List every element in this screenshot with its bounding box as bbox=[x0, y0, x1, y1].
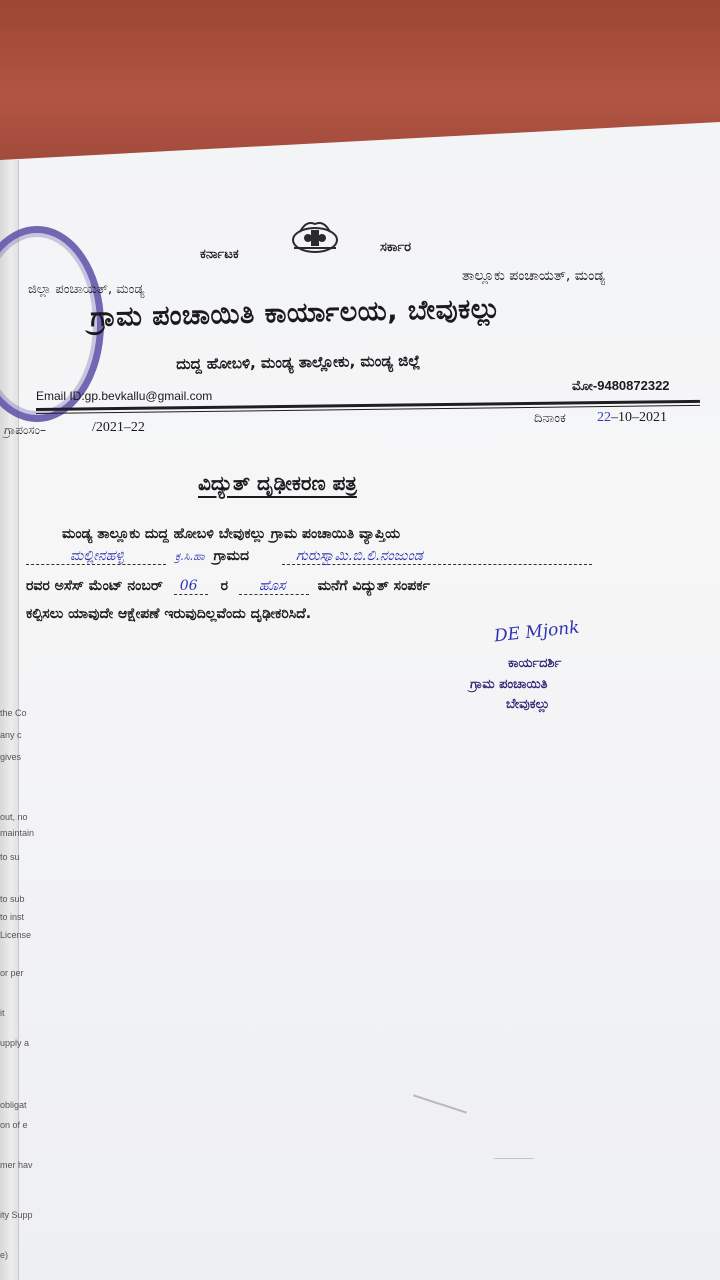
date-label: ದಿನಾಂಕ bbox=[534, 411, 566, 426]
office-title: ಗ್ರಾಮ ಪಂಚಾಯಿತಿ ಕಾರ್ಯಾಲಯ, ಬೇವುಕಲ್ಲು bbox=[90, 293, 501, 333]
underlying-fragment: gives bbox=[0, 752, 22, 762]
reference-year: /2021–22 bbox=[92, 420, 145, 435]
person-handwritten: ಗುರುಸ್ವಾಮಿ.ಬಿ.ಲಿ.ನಂಜುಂಡ bbox=[295, 548, 423, 564]
signatory-title: ಕಾರ್ಯದರ್ಶಿ bbox=[508, 656, 562, 671]
underlying-fragment: to su bbox=[0, 852, 20, 862]
date-value bbox=[597, 410, 667, 426]
certificate-line-2 bbox=[26, 548, 592, 565]
underlying-fragment: any c bbox=[0, 730, 22, 740]
assessment-label: ರವರ ಅಸೆಸ್ ಮೆಂಟ್ ನಂಬರ್ bbox=[26, 578, 163, 594]
zilla-panchayat-label: ಜಿಲ್ಲಾ ಪಂಚಾಯತ್, ಮಂಡ್ಯ bbox=[28, 282, 145, 297]
underlying-fragment: on of e bbox=[0, 1120, 28, 1130]
state-emblem-icon bbox=[288, 218, 342, 256]
certificate-line-4: ಕಲ್ಪಿಸಲು ಯಾವುದೇ ಆಕ್ಷೇಪಣೆ ಇರುವುದಿಲ್ಲವೆಂದು ದೃಢೀಕರಿಸಿದೆ. bbox=[26, 606, 312, 622]
underlying-fragment: maintain bbox=[0, 828, 35, 838]
underlying-fragment: it bbox=[0, 1008, 5, 1018]
paper-mark bbox=[494, 1158, 534, 1159]
letterhead-sarkara: ಸರ್ಕಾರ bbox=[380, 240, 411, 255]
assessment-number-handwritten: 06 bbox=[179, 578, 198, 594]
certificate-line-3 bbox=[26, 578, 430, 595]
assessment-blank bbox=[174, 578, 208, 595]
underlying-fragment: to sub bbox=[0, 894, 25, 904]
underlying-fragment: ity Supp bbox=[0, 1210, 33, 1220]
underlying-fragment: upply a bbox=[0, 1038, 30, 1048]
underlying-fragment: mer hav bbox=[0, 1160, 33, 1170]
underlying-fragment: the Co bbox=[0, 708, 27, 718]
certificate-line-1: ಮಂಡ್ಯ ತಾಲ್ಲೂಕು ದುದ್ದ ಹೋಬಳಿ ಬೇವುಕಲ್ಲು ಗ್ರಾಮ ಪಂಚಾಯಿತಿ ವ್ಯಾಪ್ತಿಯ bbox=[62, 526, 401, 542]
underlying-fragment: or per bbox=[0, 968, 24, 978]
underlying-fragment: out, no bbox=[0, 812, 28, 822]
underlying-page-text bbox=[0, 590, 35, 1280]
underlying-fragment: License bbox=[0, 930, 32, 940]
address-line: ದುದ್ದ ಹೋಬಳಿ, ಮಂಡ್ಯ ತಾಲ್ಲೋಕು, ಮಂಡ್ಯ ಜಿಲ್ಲೆ bbox=[176, 351, 421, 373]
village-blank bbox=[26, 548, 166, 565]
house-blank bbox=[239, 578, 309, 595]
mobile-number: ಮೋ-9480872322 bbox=[572, 378, 670, 393]
underlying-fragment: e) bbox=[0, 1250, 9, 1260]
signature-handwritten: DE Mjonk bbox=[493, 617, 581, 647]
person-blank bbox=[282, 548, 592, 565]
certificate-title: ವಿದ್ಯುತ್ ದೃಢೀಕರಣ ಪತ್ರ bbox=[198, 471, 357, 495]
village-handwritten: ಮಲ್ಲೀನಹಳ್ಳಿ bbox=[70, 548, 124, 564]
connection-text: ಮನೆಗೆ ವಿದ್ಯುತ್ ಸಂಪರ್ಕ bbox=[317, 578, 430, 594]
ra-word: ರ bbox=[220, 578, 228, 594]
underlying-fragment: to inst bbox=[0, 912, 25, 922]
signatory-office: ಗ್ರಾಮ ಪಂಚಾಯಿತಿ bbox=[470, 677, 548, 692]
reference-number-label: ಗ್ರಾಪಂಸಂ– bbox=[4, 423, 46, 437]
email-address: Email ID:gp.bevkallu@gmail.com bbox=[36, 389, 213, 403]
letterhead-karnataka: ಕರ್ನಾಟಕ bbox=[200, 247, 239, 262]
village-suffix-handwritten: ಕ್ರ.ಸಿ.ಹಾ bbox=[174, 550, 205, 563]
underlying-fragment: obligat bbox=[0, 1100, 27, 1110]
house-handwritten: ಹೊಸ bbox=[258, 578, 286, 594]
signatory-place: ಬೇವುಕಲ್ಲು bbox=[506, 697, 550, 712]
date-handwritten-day: 22 bbox=[597, 410, 611, 425]
grama-word: ಗ್ರಾಮದ bbox=[213, 548, 250, 564]
date-printed-rest: –10–2021 bbox=[611, 410, 667, 425]
taluk-panchayat-label: ತಾಲ್ಲೂಕು ಪಂಚಾಯತ್, ಮಂಡ್ಯ bbox=[462, 268, 606, 284]
